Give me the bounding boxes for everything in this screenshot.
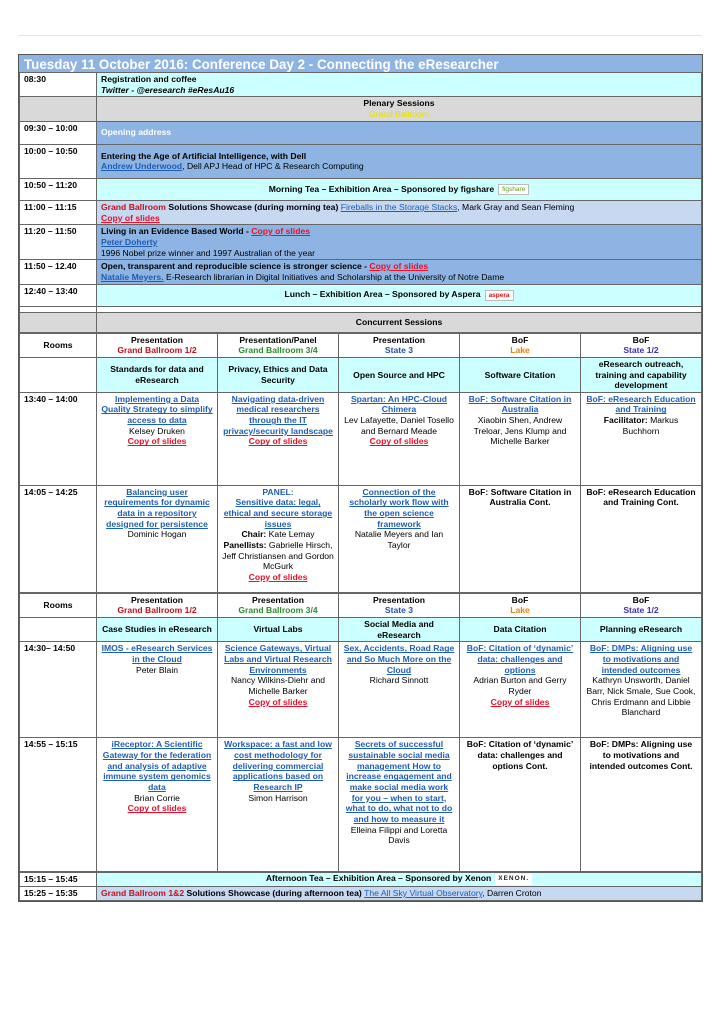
talk-link[interactable]: IMOS - eResearch Services in the Cloud	[101, 643, 213, 665]
xenon-logo-icon: XENON.	[495, 874, 532, 885]
room-header: Presentation Grand Ballroom 1/2	[97, 593, 218, 617]
keynote-doherty-cell	[97, 225, 702, 260]
session-cell	[339, 485, 460, 592]
time-cell: 15:25 – 15:35	[20, 887, 97, 901]
talk-link[interactable]: Workspace: a fast and low cost methodology for delivering commercial applications based on Research IP	[224, 739, 332, 793]
session-cell	[97, 738, 218, 872]
row-1240	[20, 284, 702, 306]
session-cell: BoF: Software Citation in Australia Cont.	[460, 485, 581, 592]
opening-cell	[97, 121, 702, 144]
time-cell: 08:30	[20, 73, 97, 97]
presenter: Richard Sinnott	[369, 675, 429, 686]
afternoon-tea-text: Afternoon Tea – Exhibition Area – Sponsored by Xenon	[265, 873, 492, 884]
showcase-label: Solutions Showcase (during morning tea)	[165, 201, 341, 212]
row-1525	[20, 887, 702, 901]
stream-label: Social Media and eResearch	[339, 618, 460, 642]
presenter: Brian Corrie	[134, 792, 180, 803]
panel-label: PANEL:	[262, 486, 294, 497]
time-cell: 13:40 – 14:00	[20, 392, 97, 485]
showcase-link[interactable]: The All Sky Virtual Observatory	[364, 888, 483, 899]
showcase-afternoon-cell	[97, 887, 702, 901]
session-cell: BoF: DMPs: Aligning use to motivations and intended outcomes Cont.	[581, 738, 702, 872]
room-header: BoF Lake	[460, 333, 581, 357]
room-header: BoF State 1/2	[581, 333, 702, 357]
rooms-label: Rooms	[20, 333, 97, 357]
panellists-label: Panellists:	[223, 540, 267, 551]
keynote-doherty-title: Living in an Evidence Based World -	[101, 226, 252, 237]
session-cell	[218, 642, 339, 738]
stream-row	[20, 357, 702, 392]
opening-text: Opening address	[101, 127, 172, 138]
showcase-label: Solutions Showcase (during afternoon tea)	[184, 888, 365, 899]
session-cell: BoF: Citation of ‘dynamic’ data: challenges and options Cont.	[460, 738, 581, 872]
presenter: Xiaobin Shen, Andrew Treloar, Jens Klump and Michelle Barker	[473, 415, 567, 447]
speaker-link[interactable]: Andrew Underwood	[101, 161, 183, 172]
time-cell: 10:50 – 11:20	[20, 178, 97, 200]
row-0930	[20, 121, 702, 144]
session-cell	[97, 485, 218, 592]
session-cell	[218, 738, 339, 872]
registration-cell	[97, 73, 702, 97]
slides-link[interactable]: Copy of slides	[490, 696, 550, 707]
room-header: Presentation State 3	[339, 593, 460, 617]
empty-time-cell	[20, 618, 97, 642]
stream-label: Privacy, Ethics and Data Security	[218, 357, 339, 392]
presenter: Adrian Burton and Gerry Ryder	[473, 675, 567, 697]
keynote-dell-title: Entering the Age of Artificial Intelligence, with Dell	[101, 150, 307, 161]
slides-link[interactable]: Copy of slides	[248, 436, 308, 447]
lunch-cell	[97, 284, 702, 306]
afternoon-table	[19, 872, 702, 900]
morning-tea-cell	[97, 178, 702, 200]
talk-link[interactable]: BoF: Software Citation in Australia	[468, 393, 572, 415]
talk-link[interactable]: Spartan: An HPC-Cloud Chimera	[350, 393, 448, 415]
talk-link[interactable]: Secrets of successful sustainable social media management How to increase engagement and make social media work for you – when to start, what to do, what not to do and how to measure it	[345, 739, 453, 825]
room-header-row	[20, 333, 702, 357]
stream-label: Case Studies in eResearch	[97, 618, 218, 642]
session-cell	[339, 392, 460, 485]
top-rule	[18, 35, 702, 36]
twitter-text: Twitter - @eresearch #eResAu16	[101, 84, 235, 95]
programme-document	[18, 54, 703, 902]
panellists: Gabrielle Hirsch, Jeff Christiansen and Gordon McGurk	[222, 540, 334, 572]
room-header-row	[20, 593, 702, 617]
time-cell: 15:15 – 15:45	[20, 873, 97, 887]
slides-link[interactable]: Copy of slides	[127, 803, 187, 814]
time-cell: 14:30– 14:50	[20, 642, 97, 738]
room-header: BoF Lake	[460, 593, 581, 617]
slides-link[interactable]: Copy of slides	[369, 436, 429, 447]
slides-link[interactable]: Copy of slides	[248, 696, 308, 707]
presenter: Peter Blain	[135, 664, 179, 675]
slides-link[interactable]: Copy of slides	[127, 436, 187, 447]
time-cell: 10:00 – 10:50	[20, 144, 97, 178]
talk-link[interactable]: Science Gateways, Virtual Labs and Virtual Research Environments	[224, 643, 332, 675]
session-cell	[581, 392, 702, 485]
morning-tea-text: Morning Tea – Exhibition Area – Sponsored by figshare	[268, 183, 495, 194]
time-cell: 11:00 – 11:15	[20, 200, 97, 224]
room-header: Presentation/Panel Grand Ballroom 3/4	[218, 333, 339, 357]
session-cell	[339, 642, 460, 738]
time-cell: 11:50 – 12.40	[20, 260, 97, 284]
slides-link[interactable]: Copy of slides	[369, 261, 429, 272]
showcase-room: Grand Ballroom 1&2	[101, 888, 185, 899]
stream-label: Virtual Labs	[218, 618, 339, 642]
plenary-table	[19, 72, 702, 333]
speaker-link[interactable]: Natalie Meyers.	[101, 271, 164, 282]
speaker-role: E-Research librarian in Digital Initiatives and Scholarship at the University of Notre Dame	[163, 271, 505, 282]
presenter: Dominic Hogan	[127, 529, 187, 540]
empty-time-cell	[20, 97, 97, 121]
talk-link[interactable]: Connection of the scholarly work flow with the open science framework	[349, 486, 449, 529]
stream-row	[20, 618, 702, 642]
slides-link[interactable]: Copy of slides	[101, 212, 160, 223]
facilitator: Markus Buchhorn	[622, 415, 679, 436]
speaker-link[interactable]: Peter Doherty	[101, 236, 158, 247]
facilitator-label: Facilitator:	[603, 415, 648, 426]
concurrent-heading: Concurrent Sessions	[97, 312, 702, 332]
chair-label: Chair:	[241, 529, 267, 540]
session-row	[20, 392, 702, 485]
afternoon-tea-cell	[97, 873, 702, 887]
time-cell: 14:05 – 14:25	[20, 485, 97, 592]
chair: Kate Lemay	[266, 529, 315, 540]
room-header: Presentation State 3	[339, 333, 460, 357]
stream-label: Data Citation	[460, 618, 581, 642]
session-row	[20, 738, 702, 872]
row-1100	[20, 200, 702, 224]
concurrent-block-1	[19, 333, 702, 593]
row-plenary-heading	[20, 97, 702, 121]
plenary-room: Grand Ballroom	[368, 108, 430, 119]
time-cell: 12:40 – 13:40	[20, 284, 97, 306]
showcase-speakers: , Mark Gray and Sean Fleming	[457, 201, 575, 212]
room-header: Presentation Grand Ballroom 1/2	[97, 333, 218, 357]
row-1150	[20, 260, 702, 284]
session-cell	[460, 392, 581, 485]
presenter: Lev Lafayette, Daniel Tosello and Bernard Meade	[344, 415, 454, 436]
plenary-heading-cell	[97, 97, 702, 121]
presenter: Kelsey Druken	[129, 425, 185, 436]
time-cell: 11:20 – 11:50	[20, 225, 97, 260]
registration-text: Registration and coffee	[101, 74, 197, 84]
session-cell	[218, 485, 339, 592]
time-cell: 14:55 – 15:15	[20, 738, 97, 872]
presenter: Kathryn Unsworth, Daniel Barr, Nick Smale, Sue Cook, Chris Erdmann and Libbie Blanchard	[586, 675, 696, 718]
room-header: BoF State 1/2	[581, 593, 702, 617]
session-row	[20, 485, 702, 592]
talk-link[interactable]: BoF: eResearch Education and Training	[586, 393, 696, 415]
session-cell	[581, 642, 702, 738]
talk-link[interactable]: BoF: Citation of ‘dynamic’ data: challenges and options	[466, 643, 574, 675]
stream-label: Planning eResearch	[581, 618, 702, 642]
figshare-logo-icon: figshare	[498, 184, 529, 195]
speaker-role: , Dell APJ Head of HPC & Research Computing	[182, 161, 364, 172]
showcase-link[interactable]: Fireballs in the Storage Stacks	[340, 201, 458, 212]
empty-time-cell	[20, 312, 97, 332]
stream-label: Standards for data and eResearch	[97, 357, 218, 392]
stream-label: Software Citation	[460, 357, 581, 392]
showcase-speakers: , Darren Croton	[482, 888, 542, 899]
talk-link[interactable]: BoF: DMPs: Aligning use to motivations and intended outcomes	[589, 643, 693, 675]
showcase-morning-cell	[97, 200, 702, 224]
time-cell: 09:30 – 10:00	[20, 121, 97, 144]
session-cell	[97, 392, 218, 485]
talk-link[interactable]: iReceptor: A Scientific Gateway for the federation and analysis of adaptive immune system genomics data	[102, 739, 212, 793]
session-row	[20, 642, 702, 738]
keynote-meyers-title: Open, transparent and reproducible science is stronger science -	[101, 261, 370, 272]
row-1000	[20, 144, 702, 178]
concurrent-block-2	[19, 593, 702, 873]
slides-link[interactable]: Copy of slides	[251, 226, 310, 237]
stream-label: eResearch outreach, training and capability development	[581, 357, 702, 392]
session-cell	[339, 738, 460, 872]
stream-label: Open Source and HPC	[339, 357, 460, 392]
presenter: Simon Harrison	[248, 792, 308, 803]
row-1050	[20, 178, 702, 200]
keynote-meyers-cell	[97, 260, 702, 284]
talk-link[interactable]: Balancing user requirements for dynamic data in a repository designed for persistence	[104, 486, 210, 529]
rooms-label: Rooms	[20, 593, 97, 617]
presenter: Nancy Wilkins-Diehr and Michelle Barker	[230, 675, 326, 697]
session-cell	[460, 642, 581, 738]
row-1120	[20, 225, 702, 260]
room-header: Presentation Grand Ballroom 3/4	[218, 593, 339, 617]
talk-link[interactable]: Implementing a Data Quality Strategy to simplify access to data	[101, 393, 213, 426]
talk-link[interactable]: Sensitive data: legal, ethical and secure storage issues	[223, 497, 333, 529]
talk-link[interactable]: Navigating data-driven medical researchers through the IT privacy/security landscape	[223, 393, 333, 436]
speaker-bio: 1996 Nobel prize winner and 1997 Australian of the year	[101, 247, 316, 258]
session-cell: BoF: eResearch Education and Training Cont.	[581, 485, 702, 592]
plenary-label: Plenary Sessions	[363, 98, 435, 109]
slides-link[interactable]: Copy of slides	[248, 572, 308, 583]
keynote-dell-cell	[97, 144, 702, 178]
empty-time-cell	[20, 357, 97, 392]
showcase-room: Grand Ballroom	[101, 201, 166, 212]
talk-link[interactable]: Sex, Accidents, Road Rage and So Much More on the Cloud	[343, 643, 455, 675]
lunch-text: Lunch – Exhibition Area – Sponsored by Aspera	[284, 289, 481, 300]
row-concurrent-heading	[20, 312, 702, 332]
page-title: Tuesday 11 October 2016: Conference Day 2 - Connecting the eResearcher	[19, 54, 702, 72]
row-0830	[20, 73, 702, 97]
row-1515	[20, 873, 702, 887]
session-cell	[97, 642, 218, 738]
session-cell	[218, 392, 339, 485]
aspera-logo-icon: aspera	[485, 290, 514, 301]
presenter: Natalie Meyers and Ian Taylor	[354, 529, 444, 551]
presenter: Elleina Filippi and Loretta Davis	[350, 824, 448, 846]
